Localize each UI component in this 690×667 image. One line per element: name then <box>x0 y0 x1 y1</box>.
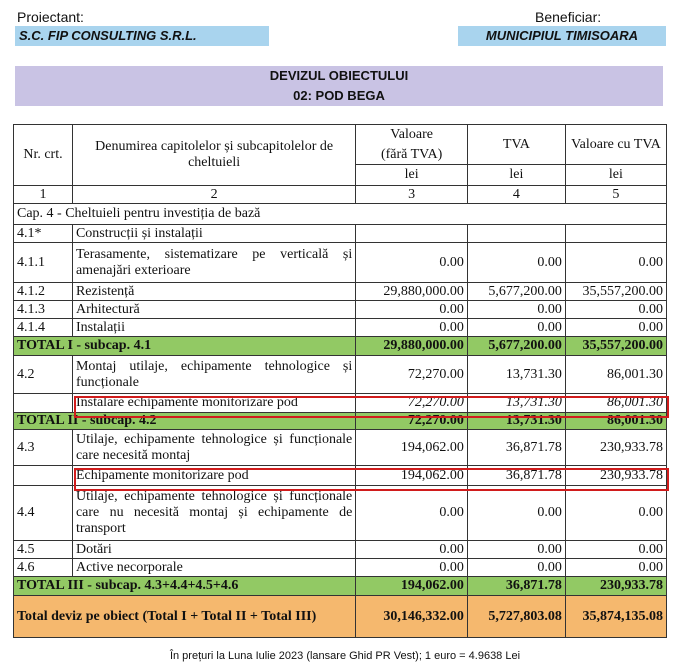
row-nr <box>14 394 73 413</box>
row-valoare: 72,270.00 <box>356 356 468 394</box>
row-tva <box>467 225 565 243</box>
header-valoare: Valoare <box>356 125 468 146</box>
row-nr: 4.6 <box>14 559 73 577</box>
row-valoare-cu-tva: 35,874,135.08 <box>565 596 666 638</box>
row-denumire: Instalare echipamente monitorizare pod <box>72 394 355 413</box>
table-row <box>14 319 667 337</box>
row-nr: 4.2 <box>14 356 73 394</box>
index-cell: 5 <box>565 186 666 204</box>
total-label: TOTAL II - subcap. 4.2 <box>14 413 356 430</box>
header-valoare-cu-tva: Valoare cu TVA <box>565 125 666 165</box>
unit-cell: lei <box>565 165 666 186</box>
title-line-2: 02: POD BEGA <box>293 88 385 103</box>
row-tva: 5,677,200.00 <box>467 337 565 356</box>
row-valoare-cu-tva: 0.00 <box>565 559 666 577</box>
total-i-row <box>14 337 667 356</box>
unit-cell: lei <box>356 165 468 186</box>
row-tva: 0.00 <box>467 559 565 577</box>
row-nr: 4.1.4 <box>14 319 73 337</box>
row-valoare-cu-tva: 230,933.78 <box>565 577 666 596</box>
row-tva: 13,731.30 <box>467 356 565 394</box>
index-cell: 2 <box>72 186 355 204</box>
table-row <box>14 225 667 243</box>
row-valoare-cu-tva: 230,933.78 <box>565 430 666 466</box>
row-valoare-cu-tva: 0.00 <box>565 486 666 541</box>
highlight-monitoring-equipment <box>74 468 669 491</box>
chapter-title: Cap. 4 - Cheltuieli pentru investiția de bază <box>14 204 667 225</box>
row-valoare: 0.00 <box>356 243 468 283</box>
header-nr: Nr. crt. <box>14 125 73 186</box>
proiectant-label: Proiectant: <box>17 9 84 25</box>
index-cell: 3 <box>356 186 468 204</box>
row-denumire: Arhitectură <box>72 301 355 319</box>
row-valoare-cu-tva: 86,001.30 <box>565 413 666 430</box>
row-valoare: 72,270.00 <box>356 413 468 430</box>
total-iii-row <box>14 577 667 596</box>
table-row <box>14 301 667 319</box>
row-tva: 36,871.78 <box>467 577 565 596</box>
row-tva: 0.00 <box>467 486 565 541</box>
row-nr <box>14 466 73 486</box>
document-title <box>15 66 663 106</box>
highlight-monitoring-install <box>74 396 669 418</box>
row-denumire: Terasamente, sistematizare pe verticală și amenajări exterioare <box>72 243 355 283</box>
row-valoare-cu-tva: 0.00 <box>565 301 666 319</box>
chapter-row <box>14 204 667 225</box>
row-valoare-cu-tva: 86,001.30 <box>565 356 666 394</box>
row-tva: 5,727,803.08 <box>467 596 565 638</box>
proiectant-value: S.C. FIP CONSULTING S.R.L. <box>15 26 269 46</box>
row-valoare: 0.00 <box>356 486 468 541</box>
table-row <box>14 486 667 541</box>
table-row <box>14 283 667 301</box>
row-denumire: Active necorporale <box>72 559 355 577</box>
header-tva: TVA <box>467 125 565 165</box>
total-label: TOTAL III - subcap. 4.3+4.4+4.5+4.6 <box>14 577 356 596</box>
row-denumire: Construcții și instalații <box>72 225 355 243</box>
row-nr: 4.5 <box>14 541 73 559</box>
unit-cell: lei <box>467 165 565 186</box>
row-denumire: Dotări <box>72 541 355 559</box>
row-valoare: 0.00 <box>356 541 468 559</box>
cost-table <box>13 124 667 638</box>
row-valoare: 29,880,000.00 <box>356 283 468 301</box>
grand-total-row <box>14 596 667 638</box>
row-valoare <box>356 225 468 243</box>
grand-total-label: Total deviz pe obiect (Total I + Total II + Total III) <box>14 596 356 638</box>
row-valoare-cu-tva: 35,557,200.00 <box>565 337 666 356</box>
row-tva: 0.00 <box>467 319 565 337</box>
row-valoare-cu-tva <box>565 225 666 243</box>
row-tva: 36,871.78 <box>467 430 565 466</box>
row-tva: 0.00 <box>467 541 565 559</box>
header-fara-tva: (fără TVA) <box>356 146 468 165</box>
row-nr: 4.1* <box>14 225 73 243</box>
row-denumire: Utilaje, echipamente tehnologice și funcționale care nu necesită montaj și echipamente de transport <box>72 486 355 541</box>
row-valoare: 194,062.00 <box>356 466 468 486</box>
title-line-1: DEVIZUL OBIECTULUI <box>269 68 409 83</box>
table-row <box>14 243 667 283</box>
row-valoare-cu-tva: 0.00 <box>565 243 666 283</box>
row-tva: 0.00 <box>467 301 565 319</box>
table-row <box>14 430 667 466</box>
beneficiar-label: Beneficiar: <box>535 9 602 25</box>
row-valoare: 72,270.00 <box>356 394 468 413</box>
header-denumire: Denumirea capitolelor și subcapitolelor de cheltuieli <box>72 125 355 186</box>
row-denumire: Utilaje, echipamente tehnologice și funcționale care necesită montaj <box>72 430 355 466</box>
row-nr: 4.1.3 <box>14 301 73 319</box>
row-valoare: 0.00 <box>356 301 468 319</box>
index-row <box>14 186 667 204</box>
row-valoare-cu-tva: 86,001.30 <box>565 394 666 413</box>
row-nr: 4.4 <box>14 486 73 541</box>
row-valoare: 29,880,000.00 <box>356 337 468 356</box>
total-label: TOTAL I - subcap. 4.1 <box>14 337 356 356</box>
row-valoare: 0.00 <box>356 559 468 577</box>
index-cell: 1 <box>14 186 73 204</box>
table-row <box>14 559 667 577</box>
row-nr: 4.3 <box>14 430 73 466</box>
row-denumire: Instalații <box>72 319 355 337</box>
row-nr: 4.1.2 <box>14 283 73 301</box>
row-nr: 4.1.1 <box>14 243 73 283</box>
row-valoare-cu-tva: 0.00 <box>565 319 666 337</box>
index-cell: 4 <box>467 186 565 204</box>
row-denumire: Montaj utilaje, echipamente tehnologice și funcționale <box>72 356 355 394</box>
row-tva: 0.00 <box>467 243 565 283</box>
row-valoare: 194,062.00 <box>356 430 468 466</box>
price-footnote: În prețuri la Luna Iulie 2023 (lansare Ghid PR Vest); 1 euro = 4.9638 Lei <box>169 650 521 662</box>
table-row <box>14 356 667 394</box>
header-row <box>14 125 667 146</box>
row-valoare: 0.00 <box>356 319 468 337</box>
row-valoare-cu-tva: 0.00 <box>565 541 666 559</box>
row-valoare: 194,062.00 <box>356 577 468 596</box>
row-denumire: Echipamente monitorizare pod <box>72 466 355 486</box>
row-tva: 5,677,200.00 <box>467 283 565 301</box>
row-denumire: Rezistență <box>72 283 355 301</box>
row-tva: 13,731.30 <box>467 413 565 430</box>
beneficiar-value: MUNICIPIUL TIMISOARA <box>458 26 666 46</box>
row-valoare-cu-tva: 35,557,200.00 <box>565 283 666 301</box>
row-valoare-cu-tva: 230,933.78 <box>565 466 666 486</box>
row-tva: 36,871.78 <box>467 466 565 486</box>
row-tva: 13,731.30 <box>467 394 565 413</box>
row-valoare: 30,146,332.00 <box>356 596 468 638</box>
table-row <box>14 541 667 559</box>
